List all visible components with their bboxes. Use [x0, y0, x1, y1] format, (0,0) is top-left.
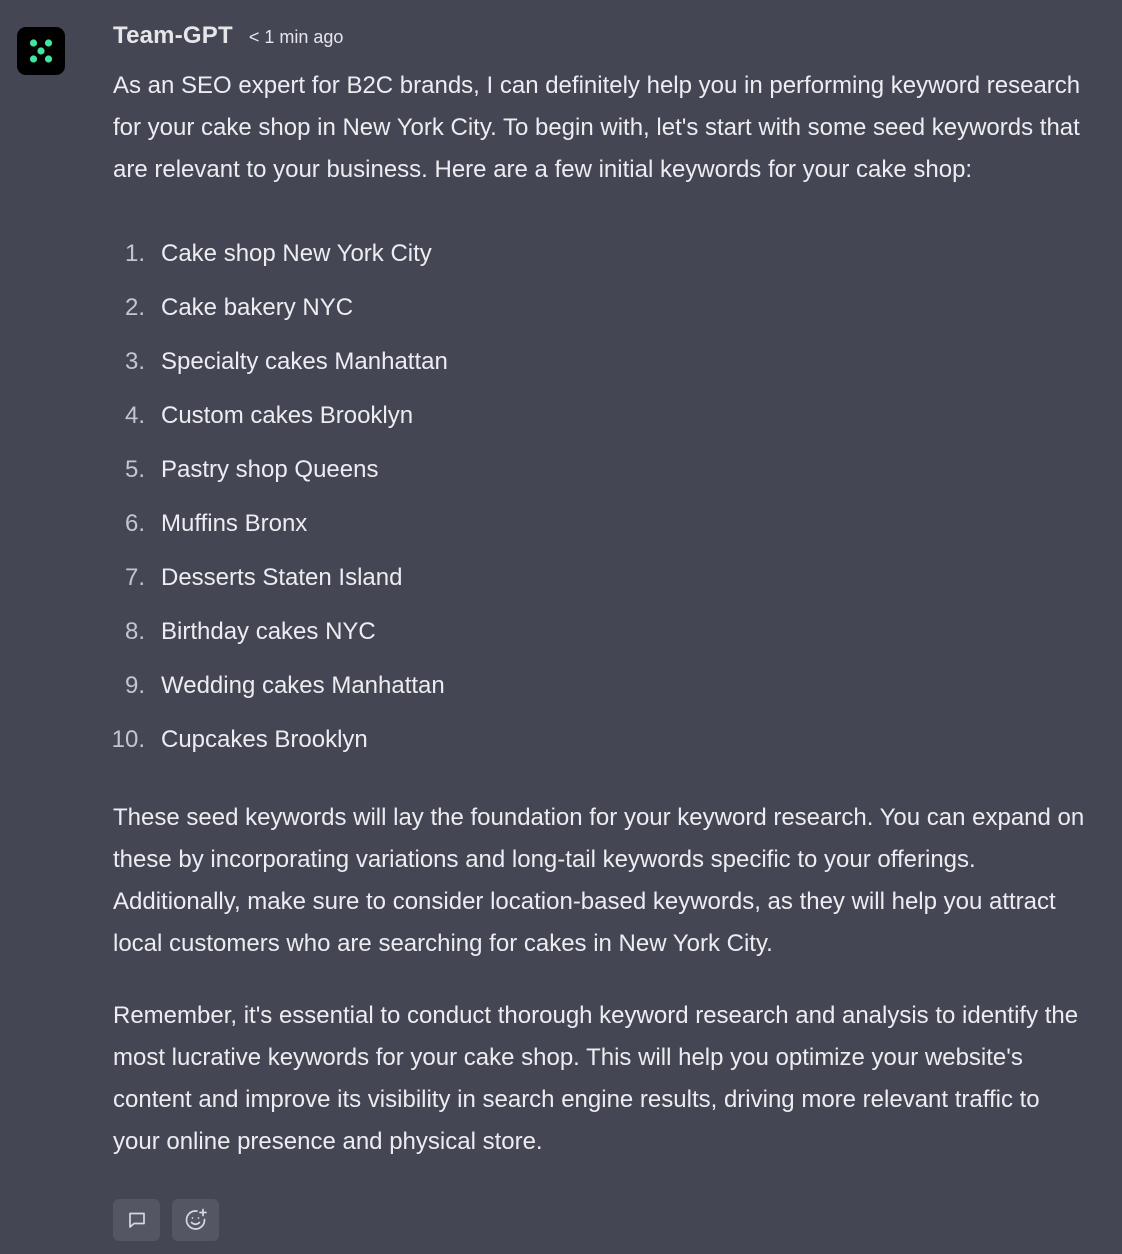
list-item [113, 443, 1088, 497]
message-header [113, 22, 1088, 56]
list-item-number: 5. [124, 456, 145, 483]
list-item-number: 2. [124, 294, 145, 321]
list-item-text: Cake bakery NYC [161, 294, 354, 321]
list-item-text: Desserts Staten Island [161, 564, 403, 591]
message-content [113, 22, 1088, 1163]
list-item [113, 335, 1088, 389]
list-item-number: 10. [111, 726, 145, 753]
list-item-text: Pastry shop Queens [161, 456, 379, 483]
list-item [113, 227, 1088, 281]
list-item-text: Birthday cakes NYC [161, 618, 376, 645]
list-item-text: Specialty cakes Manhattan [161, 348, 448, 375]
message-actions [113, 1199, 219, 1241]
add-reaction-button[interactable] [172, 1199, 219, 1241]
team-gpt-avatar [17, 27, 65, 75]
list-item [113, 497, 1088, 551]
list-item-number: 3. [124, 348, 145, 375]
list-item-number: 1. [124, 240, 145, 267]
list-item-number: 7. [124, 564, 145, 591]
list-item-text: Custom cakes Brooklyn [161, 402, 414, 429]
list-item-text: Muffins Bronx [161, 510, 308, 537]
list-item-number: 9. [124, 672, 145, 699]
list-item-number: 4. [124, 402, 145, 429]
keyword-list [113, 227, 1088, 767]
comment-icon [126, 1209, 148, 1231]
list-item-number: 6. [124, 510, 145, 537]
intro-paragraph: As an SEO expert for B2C brands, I can definitely help you in performing keyword research for your cake shop in New York City. To begin with, let's start with some seed keywords that are relevant to your business. Here are a few initial keywords for your cake shop: [113, 72, 1081, 183]
list-item-text: Cupcakes Brooklyn [161, 726, 368, 753]
add-reaction-icon [183, 1207, 209, 1233]
list-item [113, 659, 1088, 713]
team-gpt-logo-icon [17, 27, 65, 75]
author-name: Team-GPT [113, 22, 233, 49]
list-item [113, 551, 1088, 605]
list-item-text: Wedding cakes Manhattan [161, 672, 445, 699]
list-item [113, 713, 1088, 767]
list-item-number: 8. [124, 618, 145, 645]
list-item [113, 605, 1088, 659]
body-paragraph: These seed keywords will lay the foundation for your keyword research. You can expand on these by incorporating variations and long-tail keywords specific to your offerings. Additionally, make sure to consider location-based keywords, as they will help you attract local customers who are searching for cakes in New York City. [113, 804, 1085, 957]
list-item [113, 281, 1088, 335]
comment-button[interactable] [113, 1199, 160, 1241]
list-item [113, 389, 1088, 443]
list-item-text: Cake shop New York City [161, 240, 432, 267]
closing-paragraph: Remember, it's essential to conduct thorough keyword research and analysis to identify the most lucrative keywords for your cake shop. This will help you optimize your website's content and improve its visibility in search engine results, driving more relevant traffic to your online presence and physical store. [113, 1002, 1079, 1155]
message-timestamp: < 1 min ago [248, 27, 344, 47]
